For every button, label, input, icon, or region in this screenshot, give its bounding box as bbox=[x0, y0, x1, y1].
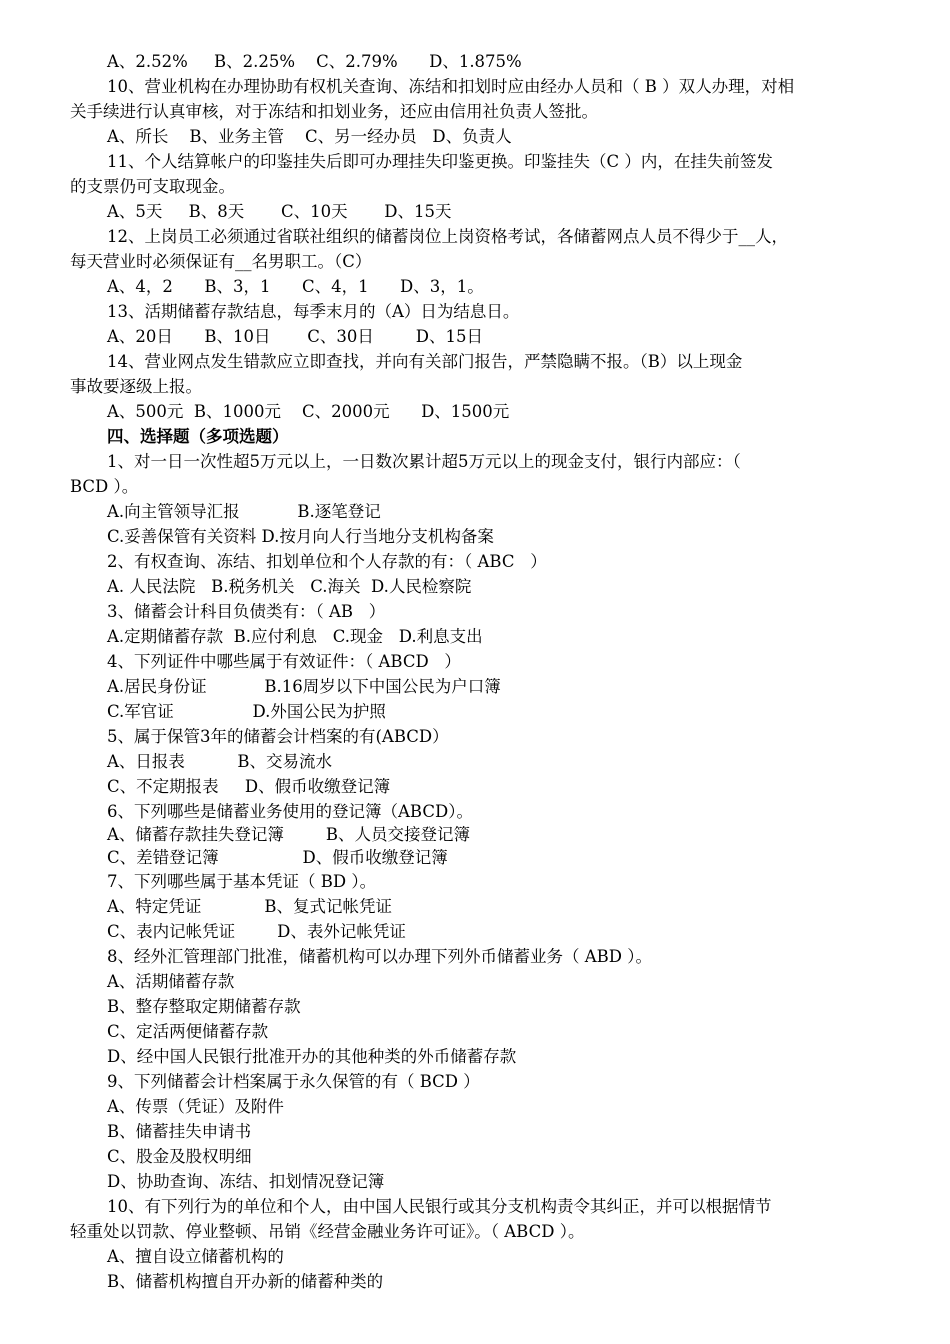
mq-8-option-d: D、经中国人民银行批准开办的其他种类的外币储蓄存款 bbox=[107, 1047, 517, 1066]
mq-4-options-ab: A.居民身份证 B.16周岁以下中国公民为户口簿 bbox=[107, 677, 501, 696]
answer-options-q13: A、20日 B、10日 C、30日 D、15日 bbox=[107, 327, 484, 346]
section-heading: 四、选择题（多项选题） bbox=[107, 427, 289, 446]
mq-5: 5、属于保管3年的储蓄会计档案的有(ABCD） bbox=[107, 727, 449, 746]
question-10-cont: 关手续进行认真审核，对于冻结和扣划业务，还应由信用社负责人签批。 bbox=[70, 102, 598, 121]
mq-10-cont: 轻重处以罚款、停业整顿、吊销《经营金融业务许可证》。（ ABCD ）。 bbox=[70, 1222, 585, 1241]
mq-1-options-cd: C.妥善保管有关资料 D.按月向人行当地分支机构备案 bbox=[107, 527, 494, 546]
answer-options-q14: A、500元 B、1000元 C、2000元 D、1500元 bbox=[107, 402, 510, 421]
mq-1-cont: BCD ）。 bbox=[70, 477, 139, 496]
question-11-cont: 的支票仍可支取现金。 bbox=[70, 177, 235, 196]
answer-options-q9: A、2.52% B、2.25% C、2.79% D、1.875% bbox=[107, 52, 522, 71]
mq-6-options-cd: C、差错登记簿 D、假币收缴登记簿 bbox=[107, 848, 448, 867]
answer-options-q12: A、4，2 B、3，1 C、4，1 D、3，1。 bbox=[107, 277, 484, 296]
mq-9-option-a: A、传票（凭证）及附件 bbox=[107, 1097, 284, 1116]
mq-7-options-ab: A、特定凭证 B、复式记帐凭证 bbox=[107, 897, 392, 916]
mq-2: 2、有权查询、冻结、扣划单位和个人存款的有：（ ABC ） bbox=[107, 552, 547, 571]
question-12: 12、上岗员工必须通过省联社组织的储蓄岗位上岗资格考试，各储蓄网点人员不得少于__人， bbox=[107, 227, 788, 246]
mq-6: 6、下列哪些是储蓄业务使用的登记簿（ABCD）。 bbox=[107, 802, 473, 821]
question-11: 11、个人结算帐户的印鉴挂失后即可办理挂失印鉴更换。印鉴挂失（C ）内，在挂失前签发 bbox=[107, 152, 773, 171]
mq-10-option-a: A、擅自设立储蓄机构的 bbox=[107, 1247, 284, 1266]
question-12-cont: 每天营业时必须保证有__名男职工。（C） bbox=[70, 252, 372, 271]
mq-5-options-cd: C、不定期报表 D、假币收缴登记簿 bbox=[107, 777, 391, 796]
mq-8-option-c: C、定活两便储蓄存款 bbox=[107, 1022, 269, 1041]
answer-options-q10: A、所长 B、业务主管 C、另一经办员 D、负责人 bbox=[107, 127, 512, 146]
mq-7-options-cd: C、表内记帐凭证 D、表外记帐凭证 bbox=[107, 922, 406, 941]
question-14: 14、营业网点发生错款应立即查找，并向有关部门报告，严禁隐瞒不报。（B）以上现金 bbox=[107, 352, 743, 371]
mq-8: 8、经外汇管理部门批准，储蓄机构可以办理下列外币储蓄业务（ ABD ）。 bbox=[107, 947, 653, 966]
mq-8-option-a: A、活期储蓄存款 bbox=[107, 972, 235, 991]
mq-1-options-ab: A.向主管领导汇报 B.逐笔登记 bbox=[107, 502, 381, 521]
mq-9-option-d: D、协助查询、冻结、扣划情况登记簿 bbox=[107, 1172, 385, 1191]
question-10: 10、营业机构在办理协助有权机关查询、冻结和扣划时应由经办人员和（ B ）双人办理，对相 bbox=[107, 77, 795, 96]
mq-3-options: A.定期储蓄存款 B.应付利息 C.现金 D.利息支出 bbox=[107, 627, 483, 646]
mq-5-options-ab: A、日报表 B、交易流水 bbox=[107, 752, 332, 771]
mq-10: 10、有下列行为的单位和个人，由中国人民银行或其分支机构责令其纠正，并可以根据情节 bbox=[107, 1197, 772, 1216]
mq-4: 4、下列证件中哪些属于有效证件：（ ABCD ） bbox=[107, 652, 461, 671]
mq-8-option-b: B、整存整取定期储蓄存款 bbox=[107, 997, 301, 1016]
mq-1: 1、对一日一次性超5万元以上，一日数次累计超5万元以上的现金支付，银行内部应：（ bbox=[107, 452, 741, 471]
question-14-cont: 事故要逐级上报。 bbox=[70, 377, 202, 396]
mq-4-options-cd: C.军官证 D.外国公民为护照 bbox=[107, 702, 386, 721]
mq-10-option-b: B、储蓄机构擅自开办新的储蓄种类的 bbox=[107, 1272, 384, 1291]
mq-6-options-ab: A、储蓄存款挂失登记簿 B、人员交接登记簿 bbox=[107, 825, 470, 844]
mq-7: 7、下列哪些属于基本凭证（ BD ）。 bbox=[107, 872, 377, 891]
mq-2-options: A. 人民法院 B.税务机关 C.海关 D.人民检察院 bbox=[107, 577, 472, 596]
mq-9-option-b: B、储蓄挂失申请书 bbox=[107, 1122, 252, 1141]
answer-options-q11: A、5天 B、8天 C、10天 D、15天 bbox=[107, 202, 452, 221]
mq-9: 9、下列储蓄会计档案属于永久保管的有（ BCD ） bbox=[107, 1072, 480, 1091]
question-13: 13、活期储蓄存款结息，每季末月的（A）日为结息日。 bbox=[107, 302, 520, 321]
mq-9-option-c: C、股金及股权明细 bbox=[107, 1147, 252, 1166]
mq-3: 3、储蓄会计科目负债类有：（ AB ） bbox=[107, 602, 386, 621]
